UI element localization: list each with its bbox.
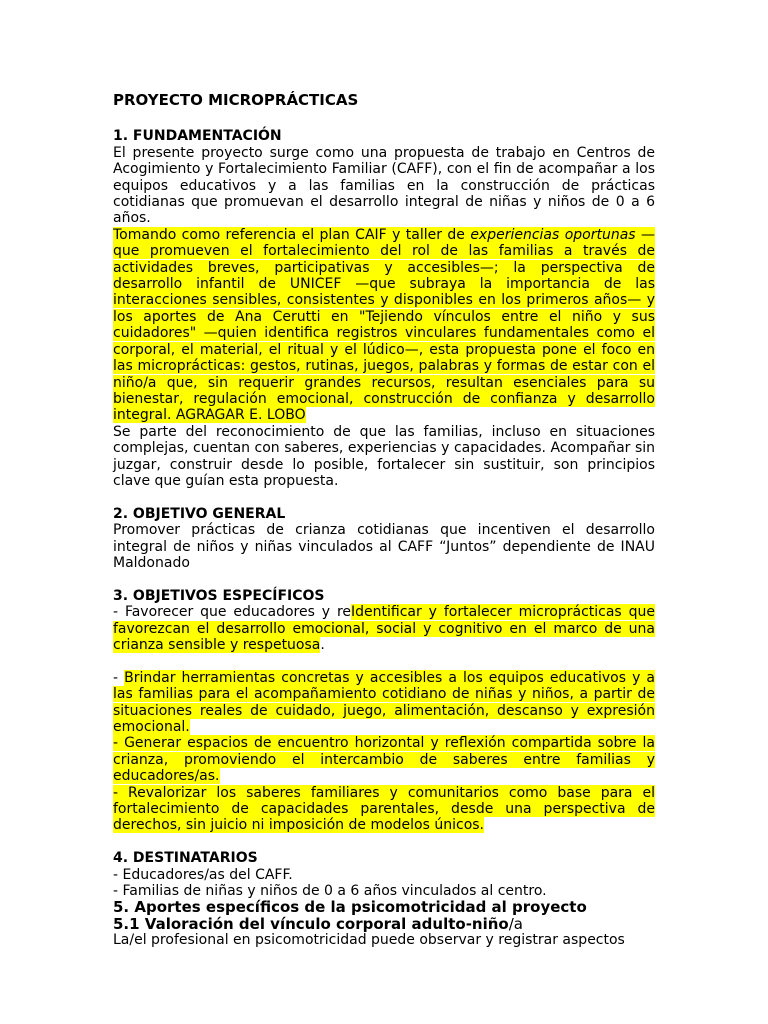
list-item: - Educadores/as del CAFF. [113,866,293,883]
highlighted-text: —que promueven el fortalecimiento del rol de las familias a través de actividades breves, participativas y accesibles—; la perspectiva de desarrollo infantil de UNICEF —que subraya la importancia de las interacciones sensibles, consistentes y disponibles en los primeros años— y los aportes de Ana Cerutti en "Tejiendo vínculos entre el niño y sus cuidadores" —quien identifica registros vinculares fundamentales como el corporal, el material, el ritual y el lúdico—, esta propuesta pone el foco en las microprácticas: gestos, rutinas, juegos, palabras y formas de estar con el niño/a que, sin requerir grandes recursos, resultan esenciales para su bienestar, regulación emocional, construcción de confianza y desarrollo integral. AGRAGAR E. LOBO [113,226,655,424]
subsection-heading [113,916,655,932]
section-heading-psicomotricidad: 5. Aportes específicos de la psicomotricidad al proyecto [113,898,587,917]
list-item [113,785,655,834]
section-heading-destinatarios: 4. DESTINATARIOS [113,850,258,867]
paragraph: Promover prácticas de crianza cotidianas que incentiven el desarrollo integral de niños y niñas vinculados al CAFF “Juntos” dependiente de INAU Maldonado [113,522,655,571]
objectives-list [113,604,655,834]
document-page [113,88,655,949]
list-item-text: - [113,669,125,686]
highlighted-text: Tomando como referencia el plan CAIF y taller de [113,226,471,243]
section-heading-objetivos-especificos: 3. OBJETIVOS ESPECÍFICOS [113,587,325,604]
page-title: PROYECTO MICROPRÁCTICAS [113,91,359,109]
highlighted-text: - Revalorizar los saberes familiares y comunitarios como base para el fortalecimiento de capacidades parentales, desde una perspectiva de derechos, sin juicio ni imposición de modelos únicos. [113,784,655,834]
paragraph: La/el profesional en psicomotricidad puede observar y registrar aspectos [113,932,625,949]
list-item-text: - Favorecer que educadores y re [113,604,352,621]
list-item-text: . [320,636,325,653]
subsection-heading-suffix: /a [508,914,523,933]
highlighted-text: Brindar herramientas concretas y accesibles a los equipos educativos y a las familias para el acompañamiento cotidiano de niñas y niños, a partir de situaciones reales de cuidado, juego, alimentación, descanso y expresión emocional. [113,669,655,735]
section-heading-fundamentacion: 1. FUNDAMENTACIÓN [113,128,282,145]
list-item [113,735,655,784]
paragraph: Se parte del reconocimiento de que las familias, incluso en situaciones complejas, cuentan con saberes, experiencias y capacidades. Acompañar sin juzgar, construir desde lo posible, fortalecer sin sustituir, son principios clave que guían esta propuesta. [113,423,655,489]
highlighted-text: - Generar espacios de encuentro horizontal y reflexión compartida sobre la crianza, promoviendo el intercambio de saberes entre familias y educadores/as. [113,735,655,785]
list-item: - Familias de niñas y niños de 0 a 6 años vinculados al centro. [113,883,547,900]
section-heading-objetivo-general: 2. OBJETIVO GENERAL [113,505,286,522]
paragraph: El presente proyecto surge como una propuesta de trabajo en Centros de Acogimiento y Fortalecimiento Familiar (CAFF), con el fin de acompañar a los equipos educativos y a las familias en la construcción de prácticas cotidianas que promuevan el desarrollo integral de niñas y niños de 0 a 6 años. [113,144,655,227]
italic-text: experiencias oportunas [470,226,636,243]
highlighted-text: Identificar y fortalecer microprácticas que favorezcan el desarrollo emocional, social y cognitivo en el marco de una crianza sensible y respetuosa [113,604,655,653]
list-item [113,670,655,736]
subsection-heading-text: 5.1 Valoración del vínculo corporal adulto-niño [113,914,509,933]
list-item [113,604,655,653]
highlighted-paragraph [113,227,655,424]
